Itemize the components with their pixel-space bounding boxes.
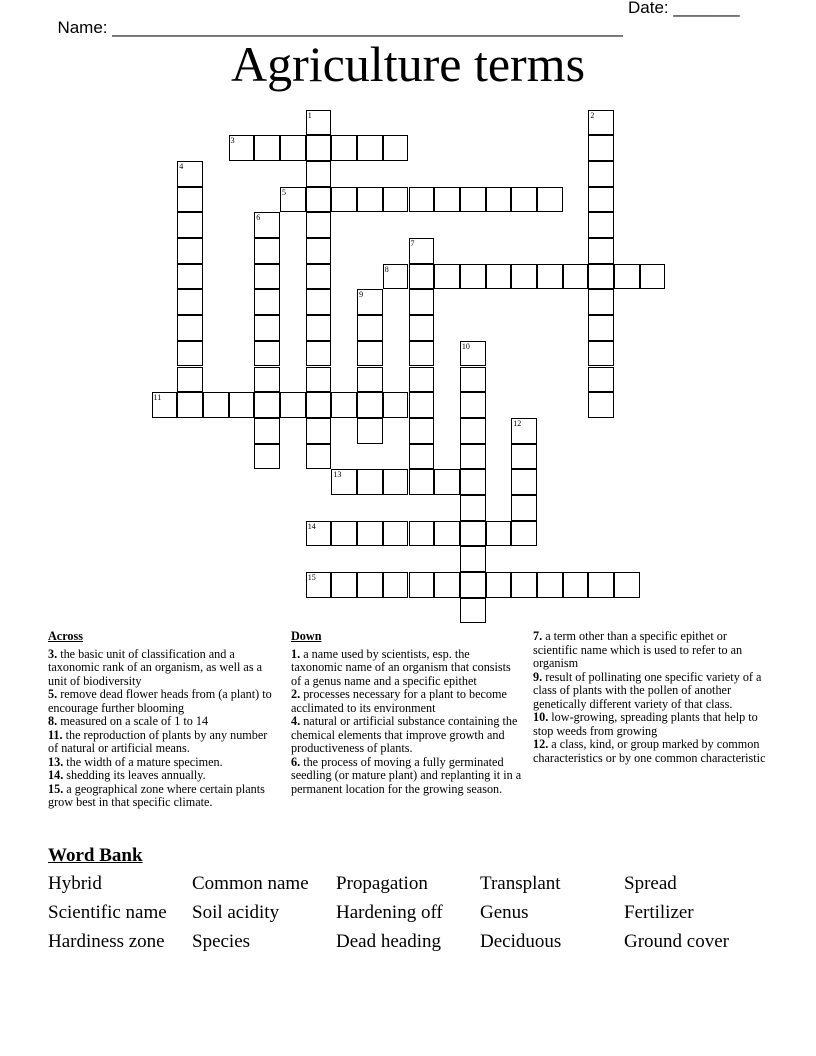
word-bank-item: Soil acidity <box>192 902 280 923</box>
clue-number: 11. <box>48 727 63 742</box>
crossword-cell[interactable] <box>331 572 357 598</box>
crossword-cell[interactable] <box>306 264 332 290</box>
clue-item <box>48 648 280 689</box>
crossword-cell[interactable] <box>614 264 640 290</box>
crossword-cell[interactable] <box>331 521 357 547</box>
crossword-cell[interactable] <box>254 367 280 393</box>
crossword-cell[interactable] <box>614 572 640 598</box>
date-field-label[interactable]: Date: _______ <box>628 0 740 17</box>
clue-number: 15 <box>307 573 316 583</box>
crossword-cell[interactable] <box>460 418 486 444</box>
crossword-cell[interactable] <box>152 392 178 418</box>
clue-text: a class, kind, or group marked by common characteristics or by one common characteristic <box>533 737 766 765</box>
clue-number: 7 <box>410 239 415 248</box>
crossword-cell[interactable] <box>280 187 306 213</box>
clue-number: 1 <box>307 110 312 120</box>
clue-number: 13 <box>333 470 342 480</box>
crossword-cell[interactable] <box>511 521 537 547</box>
crossword-cell[interactable] <box>409 238 435 264</box>
clue-number: 6 <box>256 213 261 223</box>
crossword-cell[interactable] <box>588 264 614 290</box>
page-title: Agriculture terms <box>230 36 586 92</box>
clue-text: a term other than a specific epithet or scientific name which is used to refer to an organism <box>533 629 743 670</box>
crossword-cell[interactable] <box>409 444 435 470</box>
crossword-cell[interactable] <box>254 238 280 264</box>
crossword-cell[interactable] <box>306 521 332 547</box>
crossword-cell[interactable] <box>434 264 460 290</box>
crossword-cell[interactable] <box>331 187 357 213</box>
crossword-cell[interactable] <box>588 367 614 393</box>
crossword-cell[interactable] <box>177 392 203 418</box>
crossword-cell[interactable] <box>254 264 280 290</box>
crossword-cell[interactable] <box>537 572 563 598</box>
word-bank-item: Fertilizer <box>624 902 694 923</box>
crossword-cell[interactable] <box>357 135 383 161</box>
word-bank-item: Common name <box>192 873 309 894</box>
crossword-cell[interactable] <box>254 341 280 367</box>
crossword-cell[interactable] <box>306 444 332 470</box>
crossword-cell[interactable] <box>460 187 486 213</box>
crossword-cell[interactable] <box>177 187 203 213</box>
crossword-cell[interactable] <box>640 264 666 290</box>
crossword-cell[interactable] <box>511 444 537 470</box>
clue-text: remove dead flower heads from (a plant) to encourage further blooming <box>48 687 272 715</box>
crossword-cell[interactable] <box>254 418 280 444</box>
crossword-cell[interactable] <box>177 315 203 341</box>
clue-number: 14 <box>307 521 316 531</box>
clue-item <box>48 769 280 783</box>
crossword-cell[interactable] <box>460 264 486 290</box>
clue-item <box>291 648 523 689</box>
clue-item <box>48 783 280 810</box>
crossword-cell[interactable] <box>229 392 255 418</box>
clue-number: 8 <box>384 264 389 274</box>
crossword-cell[interactable] <box>486 264 512 290</box>
clue-item <box>48 688 280 715</box>
crossword-cell[interactable] <box>409 469 435 495</box>
crossword-cell[interactable] <box>357 392 383 418</box>
across-clues <box>48 630 280 810</box>
crossword-cell[interactable] <box>254 289 280 315</box>
clue-number: 9 <box>359 290 364 300</box>
crossword-cell[interactable] <box>588 572 614 598</box>
clue-number: 12. <box>533 737 549 751</box>
crossword-cell[interactable] <box>331 469 357 495</box>
clue-item <box>533 630 771 671</box>
crossword-cell[interactable] <box>357 521 383 547</box>
word-bank-title: Word Bank <box>48 845 143 866</box>
crossword-cell[interactable] <box>588 289 614 315</box>
crossword-cell[interactable] <box>434 572 460 598</box>
across-clue-list <box>48 648 280 810</box>
crossword-cell[interactable] <box>460 367 486 393</box>
down-clues <box>291 630 523 796</box>
crossword-cell[interactable] <box>588 161 614 187</box>
crossword-cell[interactable] <box>383 187 409 213</box>
crossword-cell[interactable] <box>588 187 614 213</box>
crossword-cell[interactable] <box>511 572 537 598</box>
clue-number: 5. <box>48 687 58 701</box>
crossword-cell[interactable] <box>203 392 229 418</box>
word-bank <box>48 873 788 953</box>
crossword-cell[interactable] <box>306 238 332 264</box>
clue-number: 2. <box>291 687 301 701</box>
crossword-cell[interactable] <box>357 418 383 444</box>
crossword-cell[interactable] <box>177 161 203 187</box>
crossword-cell[interactable] <box>357 572 383 598</box>
crossword-cell[interactable] <box>511 187 537 213</box>
clue-item <box>291 688 523 715</box>
clue-item <box>291 756 523 797</box>
crossword-cell[interactable] <box>306 367 332 393</box>
crossword-cell[interactable] <box>460 392 486 418</box>
crossword-cell[interactable] <box>357 289 383 315</box>
clue-number: 4. <box>291 714 301 728</box>
crossword-cell[interactable] <box>563 572 589 598</box>
crossword-cell[interactable] <box>254 315 280 341</box>
crossword-cell[interactable] <box>280 392 306 418</box>
crossword-cell[interactable] <box>588 238 614 264</box>
crossword-cell[interactable] <box>254 135 280 161</box>
clue-item <box>533 738 771 765</box>
crossword-cell[interactable] <box>409 315 435 341</box>
crossword-cell[interactable] <box>511 495 537 521</box>
clue-number: 15. <box>48 781 64 796</box>
crossword-cell[interactable] <box>177 212 203 238</box>
crossword-cell[interactable] <box>306 187 332 213</box>
crossword-cell[interactable] <box>306 135 332 161</box>
clue-number: 3 <box>230 136 235 146</box>
crossword-cell[interactable] <box>177 264 203 290</box>
crossword-cell[interactable] <box>588 341 614 367</box>
clue-text: measured on a scale of 1 to 14 <box>57 714 209 728</box>
crossword-cell[interactable] <box>409 521 435 547</box>
crossword-cell[interactable] <box>588 315 614 341</box>
clue-text: processes necessary for a plant to become acclimated to its environment <box>291 687 507 715</box>
crossword-cell[interactable] <box>357 315 383 341</box>
crossword-cell[interactable] <box>254 392 280 418</box>
crossword-cell[interactable] <box>409 392 435 418</box>
word-bank-item: Spread <box>624 873 677 894</box>
crossword-cell[interactable] <box>306 418 332 444</box>
crossword-cell[interactable] <box>177 289 203 315</box>
clue-number: 3. <box>48 646 58 661</box>
crossword-cell[interactable] <box>331 392 357 418</box>
crossword-cell[interactable] <box>306 110 332 136</box>
across-heading: Across <box>48 629 83 643</box>
crossword-cell[interactable] <box>409 187 435 213</box>
word-bank-item: Propagation <box>336 873 428 894</box>
crossword-cell[interactable] <box>460 546 486 572</box>
clue-text: low-growing, spreading plants that help to stop weeds from growing <box>533 710 758 738</box>
clue-text: the width of a mature specimen. <box>63 754 223 769</box>
word-bank-item: Ground cover <box>624 931 729 952</box>
clue-item <box>291 715 523 756</box>
crossword-cell[interactable] <box>563 264 589 290</box>
clue-number: 12 <box>513 418 522 428</box>
word-bank-item: Hardening off <box>336 902 443 923</box>
crossword-cell[interactable] <box>460 572 486 598</box>
down-heading: Down <box>291 629 322 643</box>
crossword-cell[interactable] <box>177 238 203 264</box>
crossword-cell[interactable] <box>434 187 460 213</box>
crossword-cell[interactable] <box>331 135 357 161</box>
clue-text: a name used by scientists, esp. the taxonomic name of an organism that consists of a genus name and a specific epithet <box>291 646 511 688</box>
clue-text: the reproduction of plants by any number of natural or artificial means. <box>48 727 268 755</box>
crossword-cell[interactable] <box>409 418 435 444</box>
clue-item <box>48 729 280 756</box>
down-clue-list <box>291 648 523 797</box>
crossword-cell[interactable] <box>306 289 332 315</box>
crossword-cell[interactable] <box>357 469 383 495</box>
clue-text: a geographical zone where certain plants grow best in that specific climate. <box>48 781 265 809</box>
clue-item <box>48 715 280 729</box>
clue-item <box>533 671 771 712</box>
down-clue-list-continued <box>533 630 771 765</box>
crossword-cell[interactable] <box>537 187 563 213</box>
crossword-cell[interactable] <box>306 315 332 341</box>
crossword-cell[interactable] <box>383 135 409 161</box>
crossword-cell[interactable] <box>588 135 614 161</box>
clue-number: 5 <box>282 187 286 197</box>
crossword-cell[interactable] <box>280 135 306 161</box>
crossword-cell[interactable] <box>486 187 512 213</box>
crossword-cell[interactable] <box>511 264 537 290</box>
crossword-cell[interactable] <box>357 187 383 213</box>
crossword-cell[interactable] <box>383 469 409 495</box>
crossword-cell[interactable] <box>254 212 280 238</box>
clue-number: 8. <box>48 714 58 728</box>
crossword-cell[interactable] <box>306 572 332 598</box>
crossword-cell[interactable] <box>383 392 409 418</box>
crossword-cell[interactable] <box>511 469 537 495</box>
crossword-cell[interactable] <box>229 135 255 161</box>
crossword-cell[interactable] <box>306 341 332 367</box>
crossword-cell[interactable] <box>460 469 486 495</box>
crossword-cell[interactable] <box>409 264 435 290</box>
crossword-cell[interactable] <box>306 212 332 238</box>
clue-number: 10. <box>533 710 549 724</box>
crossword-cell[interactable] <box>588 212 614 238</box>
crossword-cell[interactable] <box>460 598 486 624</box>
crossword-cell[interactable] <box>177 367 203 393</box>
crossword-cell[interactable] <box>383 264 409 290</box>
clue-number: 13. <box>48 754 64 769</box>
clue-text: the basic unit of classification and a taxonomic rank of an organism, as well as a unit of biodiversity <box>48 646 263 688</box>
clue-text: result of pollinating one specific variety of a class of plants with the pollen of another genetically different variety of that class. <box>533 669 762 711</box>
clue-number: 9. <box>533 669 543 684</box>
name-field-label[interactable]: Name: ______________________________________________________ <box>57 18 623 37</box>
crossword-cell[interactable] <box>434 521 460 547</box>
crossword-cell[interactable] <box>486 521 512 547</box>
crossword-cell[interactable] <box>177 341 203 367</box>
crossword-cell[interactable] <box>383 521 409 547</box>
word-bank-item: Deciduous <box>480 931 562 952</box>
word-bank-item: Dead heading <box>336 931 441 952</box>
crossword-cell[interactable] <box>254 444 280 470</box>
word-bank-item: Scientific name <box>48 902 167 923</box>
word-bank-item: Hardiness zone <box>48 931 165 952</box>
clue-number: 14. <box>48 768 64 782</box>
clue-number: 1. <box>291 646 301 661</box>
down-clues-continued <box>533 630 771 765</box>
crossword-cell[interactable] <box>409 289 435 315</box>
crossword-cell[interactable] <box>460 495 486 521</box>
clue-number: 2 <box>590 110 595 120</box>
clue-item <box>533 711 771 738</box>
clue-number: 7. <box>533 629 543 643</box>
crossword-cell[interactable] <box>357 367 383 393</box>
crossword-cell[interactable] <box>434 469 460 495</box>
crossword-cell[interactable] <box>460 341 486 367</box>
crossword-cell[interactable] <box>306 392 332 418</box>
word-bank-item: Genus <box>480 902 529 923</box>
crossword-cell[interactable] <box>409 572 435 598</box>
word-bank-item: Species <box>192 931 251 952</box>
clue-number: 6. <box>291 754 301 769</box>
word-bank-item: Hybrid <box>48 873 102 894</box>
crossword-cell[interactable] <box>306 161 332 187</box>
crossword-cell[interactable] <box>460 521 486 547</box>
crossword-cell[interactable] <box>460 444 486 470</box>
clue-text: natural or artificial substance containing the chemical elements that improve growth and productiveness of plants. <box>291 714 518 755</box>
clue-text: the process of moving a fully germinated seedling (or mature plant) and replanting it in a permanent location for the growing season. <box>291 754 522 796</box>
clue-text: shedding its leaves annually. <box>63 768 206 782</box>
crossword-cell[interactable] <box>383 572 409 598</box>
crossword-cell[interactable] <box>511 418 537 444</box>
clue-number: 4 <box>179 161 184 171</box>
clue-item <box>48 756 280 770</box>
clue-number: 10 <box>461 341 470 351</box>
word-bank-item: Transplant <box>480 873 561 894</box>
crossword-cell[interactable] <box>357 341 383 367</box>
crossword-cell[interactable] <box>588 110 614 136</box>
crossword-cell[interactable] <box>588 392 614 418</box>
crossword-cell[interactable] <box>537 264 563 290</box>
crossword-cell[interactable] <box>409 341 435 367</box>
crossword-cell[interactable] <box>486 572 512 598</box>
crossword-cell[interactable] <box>409 367 435 393</box>
clue-number: 11 <box>153 393 162 403</box>
